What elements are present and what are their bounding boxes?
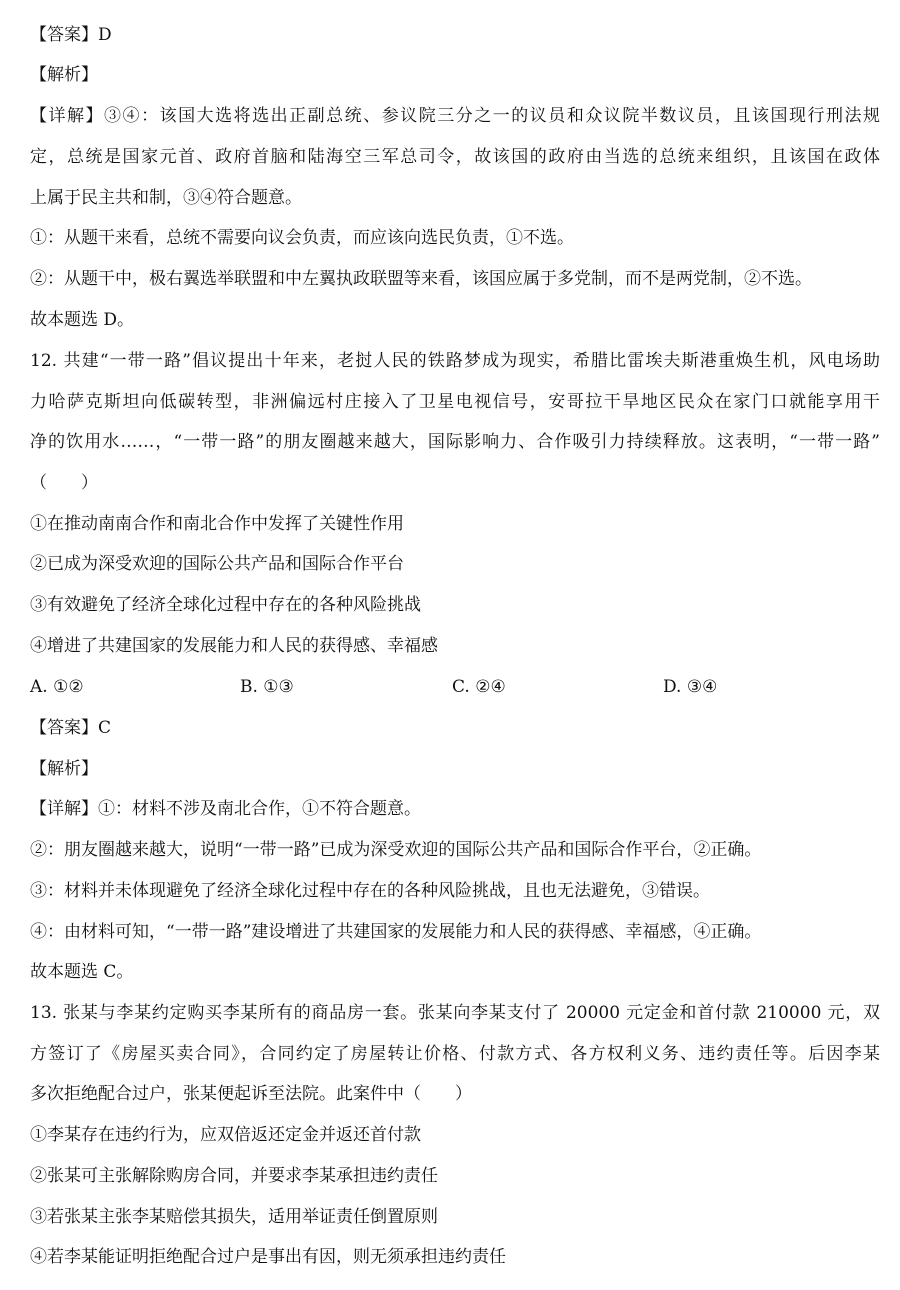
question-stem-line: 净的饮用水……，“一带一路”的朋友圈越来越大，国际影响力、合作吸引力持续释放。这表明，“一带一路” <box>30 432 880 452</box>
statement-item: ③若张某主张李某赔偿其损失，适用举证责任倒置原则 <box>30 1207 438 1227</box>
statement-item: ③有效避免了经济全球化过程中存在的各种风险挑战 <box>30 595 421 615</box>
conclusion-line: 故本题选 C。 <box>30 962 134 982</box>
question-stem-line: 方签订了《房屋买卖合同》，合同约定了房屋转让价格、付款方式、各方权利义务、违约责任等。后因李某 <box>30 1044 880 1064</box>
option-b: B. ①③ <box>240 677 294 697</box>
conclusion-line: 故本题选 D。 <box>30 310 135 330</box>
detail-line: ④：由材料可知，“一带一路”建设增进了共建国家的发展能力和人民的获得感、幸福感，④正确。 <box>30 922 762 942</box>
detail-line: 【详解】③④：该国大选将选出正副总统、参议院三分之一的议员和众议院半数议员，且该国现行刑法规 <box>30 106 880 126</box>
analysis-label: 【解析】 <box>30 759 98 779</box>
question-stem-line: 13. 张某与李某约定购买李某所有的商品房一套。张某向李某支付了 20000 元定金和首付款 210000 元，双 <box>30 1003 880 1023</box>
option-a: A. ①② <box>30 677 84 697</box>
question-blank: （ ） <box>30 473 98 493</box>
statement-item: ②张某可主张解除购房合同，并要求李某承担违约责任 <box>30 1166 438 1186</box>
statement-item: ①在推动南南合作和南北合作中发挥了关键性作用 <box>30 514 404 534</box>
detail-line: 上属于民主共和制，③④符合题意。 <box>30 188 302 208</box>
detail-line: ②：从题干中，极右翼选举联盟和中左翼执政联盟等来看，该国应属于多党制，而不是两党制，②不选。 <box>30 269 812 289</box>
statement-item: ②已成为深受欢迎的国际公共产品和国际合作平台 <box>30 554 404 574</box>
option-c: C. ②④ <box>452 677 506 697</box>
answer-label: 【答案】C <box>30 718 112 738</box>
question-stem-line: 多次拒绝配合过户，张某便起诉至法院。此案件中（ ） <box>30 1084 472 1104</box>
detail-line: ②：朋友圈越来越大，说明“一带一路”已成为深受欢迎的国际公共产品和国际合作平台，②正确。 <box>30 840 762 860</box>
question-stem-line: 力哈萨克斯坦向低碳转型，非洲偏远村庄接入了卫星电视信号，安哥拉干旱地区民众在家门口就能享用干 <box>30 392 880 412</box>
detail-line: ③：材料并未体现避免了经济全球化过程中存在的各种风险挑战，且也无法避免，③错误。 <box>30 881 710 901</box>
detail-line: 定，总统是国家元首、政府首脑和陆海空三军总司令，故该国的政府由当选的总统来组织，且该国在政体 <box>30 147 880 167</box>
answer-label: 【答案】D <box>30 25 112 45</box>
analysis-label: 【解析】 <box>30 65 98 85</box>
detail-line: ①：从题干来看，总统不需要向议会负责，而应该向选民负责，①不选。 <box>30 228 574 248</box>
statement-item: ④若李某能证明拒绝配合过户是事出有因，则无须承担违约责任 <box>30 1247 506 1267</box>
statement-item: ④增进了共建国家的发展能力和人民的获得感、幸福感 <box>30 636 438 656</box>
option-d: D. ③④ <box>663 677 718 697</box>
question-stem-line: 12. 共建“一带一路”倡议提出十年来，老挝人民的铁路梦成为现实，希腊比雷埃夫斯港重焕生机，风电场助 <box>30 351 880 371</box>
detail-line: 【详解】①：材料不涉及南北合作，①不符合题意。 <box>30 799 421 819</box>
statement-item: ①李某存在违约行为，应双倍返还定金并返还首付款 <box>30 1125 421 1145</box>
